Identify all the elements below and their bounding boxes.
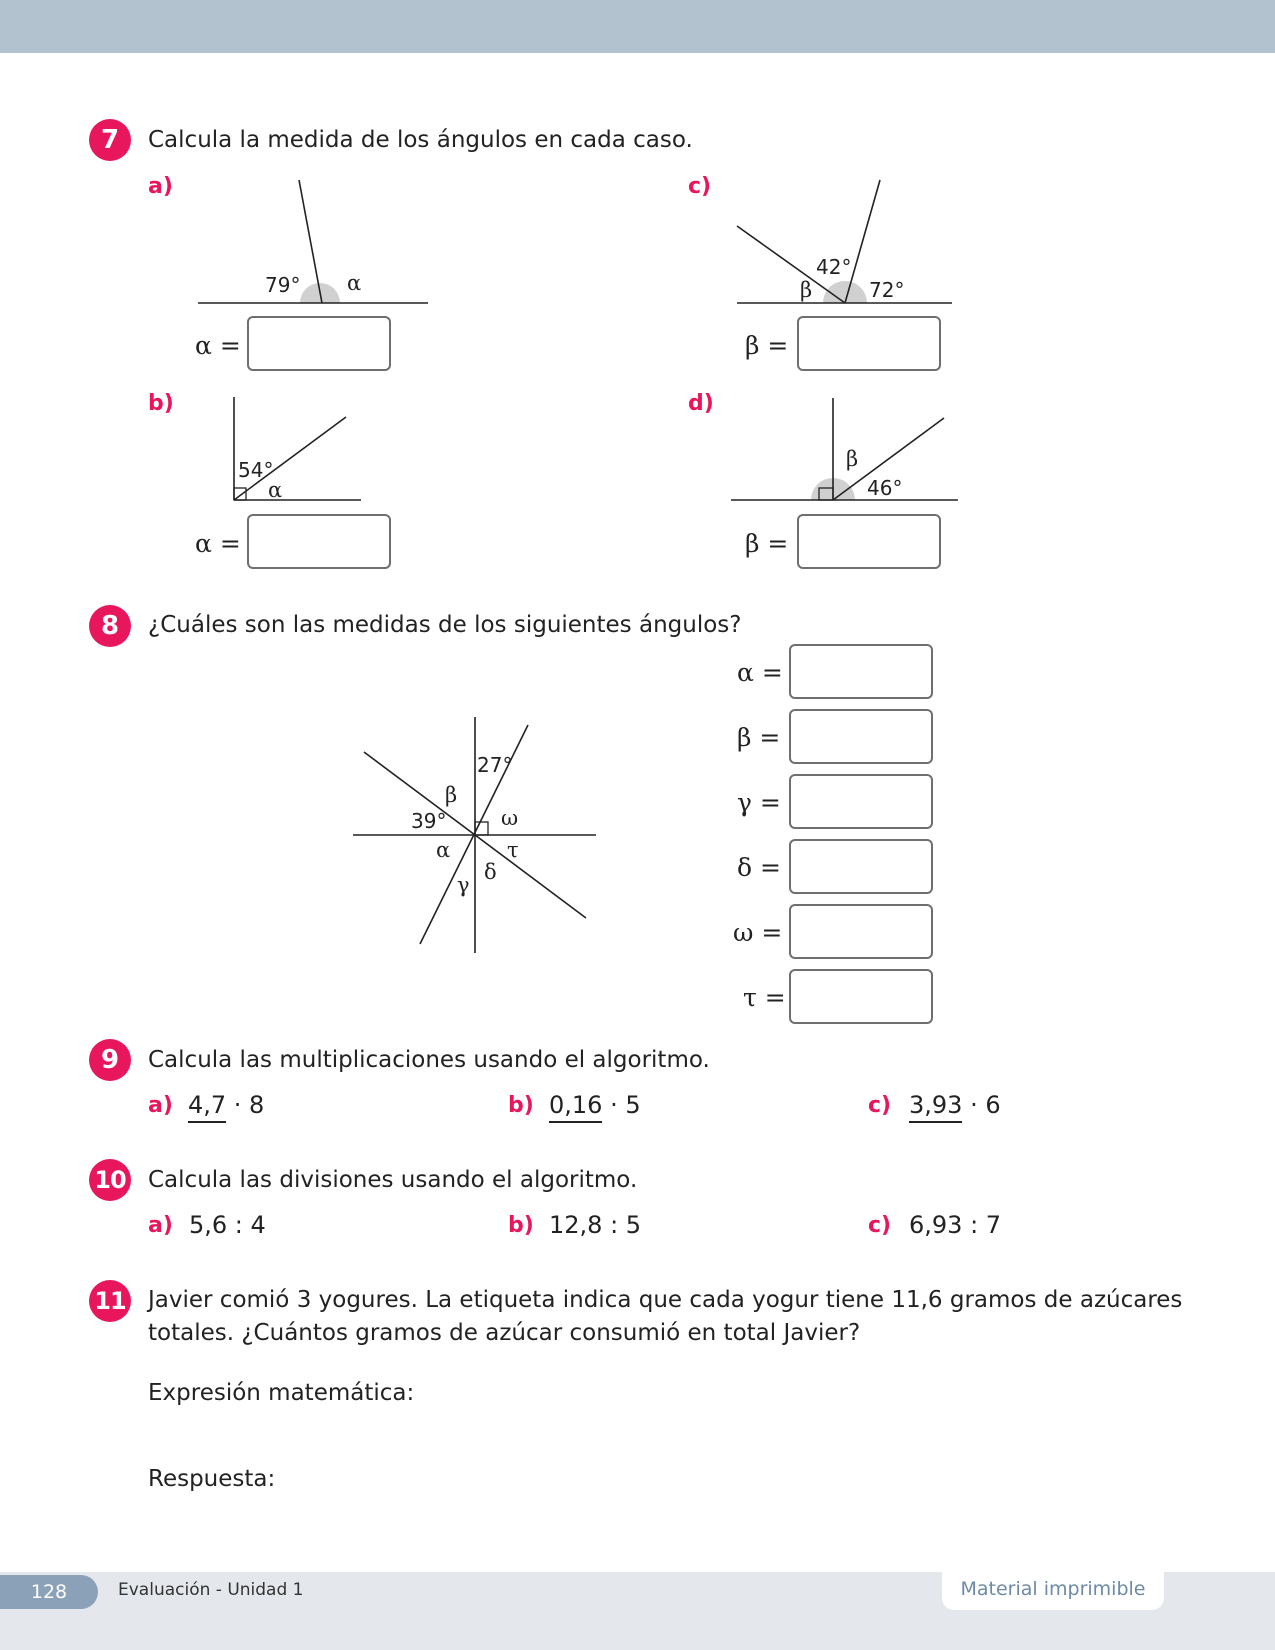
q8-answer-box-beta[interactable]	[789, 709, 933, 764]
q7a-unknown: α	[347, 271, 362, 295]
q9c-rest: · 6	[962, 1091, 1001, 1119]
q8-answer-box-alpha[interactable]	[789, 644, 933, 699]
q9b-expression	[549, 1091, 641, 1119]
question-11-line1: Javier comió 3 yogures. La etiqueta indica que cada yogur tiene 11,6 gramos de azúcares	[148, 1287, 1183, 1313]
q7c-unknown: β	[800, 278, 813, 302]
q7d-label: d)	[688, 391, 714, 416]
q8-answer-box-gamma[interactable]	[789, 774, 933, 829]
q7d-angle: 46°	[867, 476, 903, 500]
q8-beta: β	[445, 783, 458, 807]
q9a-expression	[188, 1091, 264, 1119]
q9a-label: a)	[148, 1093, 173, 1118]
answer-label: Respuesta:	[148, 1466, 276, 1492]
q7a-angle: 79°	[265, 273, 301, 297]
q9c-label: c)	[868, 1093, 892, 1118]
q8-delta: δ	[484, 860, 497, 884]
question-10-text: Calcula las divisiones usando el algoritmo.	[148, 1167, 638, 1193]
question-8-text: ¿Cuáles son las medidas de los siguientes ángulos?	[148, 612, 742, 638]
q7d-eq-label: β =	[745, 529, 789, 558]
question-8-number: 8	[89, 605, 131, 647]
q9b-factor: 0,16	[549, 1091, 602, 1123]
question-10-number: 10	[89, 1159, 131, 1201]
q8-answer-box-delta[interactable]	[789, 839, 933, 894]
material-tab: Material imprimible	[942, 1568, 1164, 1610]
q8-tau: τ	[507, 838, 519, 862]
question-11-line2: totales. ¿Cuántos gramos de azúcar consumió en total Javier?	[148, 1320, 861, 1346]
question-7-text: Calcula la medida de los ángulos en cada caso.	[148, 127, 693, 153]
q9c-factor: 3,93	[909, 1091, 962, 1123]
question-9-text: Calcula las multiplicaciones usando el algoritmo.	[148, 1047, 710, 1073]
q7b-label: b)	[148, 391, 174, 416]
q10b-expression: 12,8 : 5	[549, 1211, 642, 1239]
q8-angle-27: 27°	[477, 753, 513, 777]
page-number: 128	[0, 1575, 98, 1609]
q10c-expression: 6,93 : 7	[909, 1211, 1002, 1239]
q9a-factor: 4,7	[188, 1091, 226, 1123]
q7d-unknown: β	[846, 447, 859, 471]
q9b-label: b)	[508, 1093, 534, 1118]
q8-alpha: α	[436, 838, 451, 862]
q10a-label: a)	[148, 1213, 173, 1238]
q8-angle-39: 39°	[411, 809, 447, 833]
q9a-rest: · 8	[226, 1091, 265, 1119]
q7a-eq-label: α =	[195, 331, 241, 360]
q9b-rest: · 5	[602, 1091, 641, 1119]
q8-answer-label-beta: β =	[737, 723, 781, 752]
q8-answer-label-omega: ω =	[733, 918, 783, 947]
q8-answer-box-omega[interactable]	[789, 904, 933, 959]
q7b-eq-label: α =	[195, 529, 241, 558]
q7a-label: a)	[148, 174, 173, 199]
q8-answer-box-tau[interactable]	[789, 969, 933, 1024]
question-9-number: 9	[89, 1039, 131, 1081]
q8-answer-label-tau: τ =	[743, 983, 786, 1012]
q7c-angle-right: 72°	[869, 278, 905, 302]
q9c-expression	[909, 1091, 1001, 1119]
question-7-number: 7	[89, 119, 131, 161]
q8-gamma: γ	[457, 873, 470, 897]
question-11-number: 11	[89, 1280, 131, 1322]
q8-answer-label-delta: δ =	[737, 853, 781, 882]
q10a-expression: 5,6 : 4	[189, 1211, 266, 1239]
q10c-label: c)	[868, 1213, 892, 1238]
q7c-eq-label: β =	[745, 331, 789, 360]
q10b-label: b)	[508, 1213, 534, 1238]
q8-answer-label-gamma: γ =	[737, 788, 781, 817]
q7c-angle-top: 42°	[816, 255, 852, 279]
expression-label: Expresión matemática:	[148, 1380, 415, 1406]
q7c-label: c)	[688, 174, 712, 199]
unit-title: Evaluación - Unidad 1	[118, 1580, 304, 1600]
q8-omega: ω	[501, 806, 519, 830]
q7b-angle: 54°	[238, 458, 274, 482]
q8-answer-label-alpha: α =	[737, 658, 783, 687]
q7b-unknown: α	[268, 478, 283, 502]
